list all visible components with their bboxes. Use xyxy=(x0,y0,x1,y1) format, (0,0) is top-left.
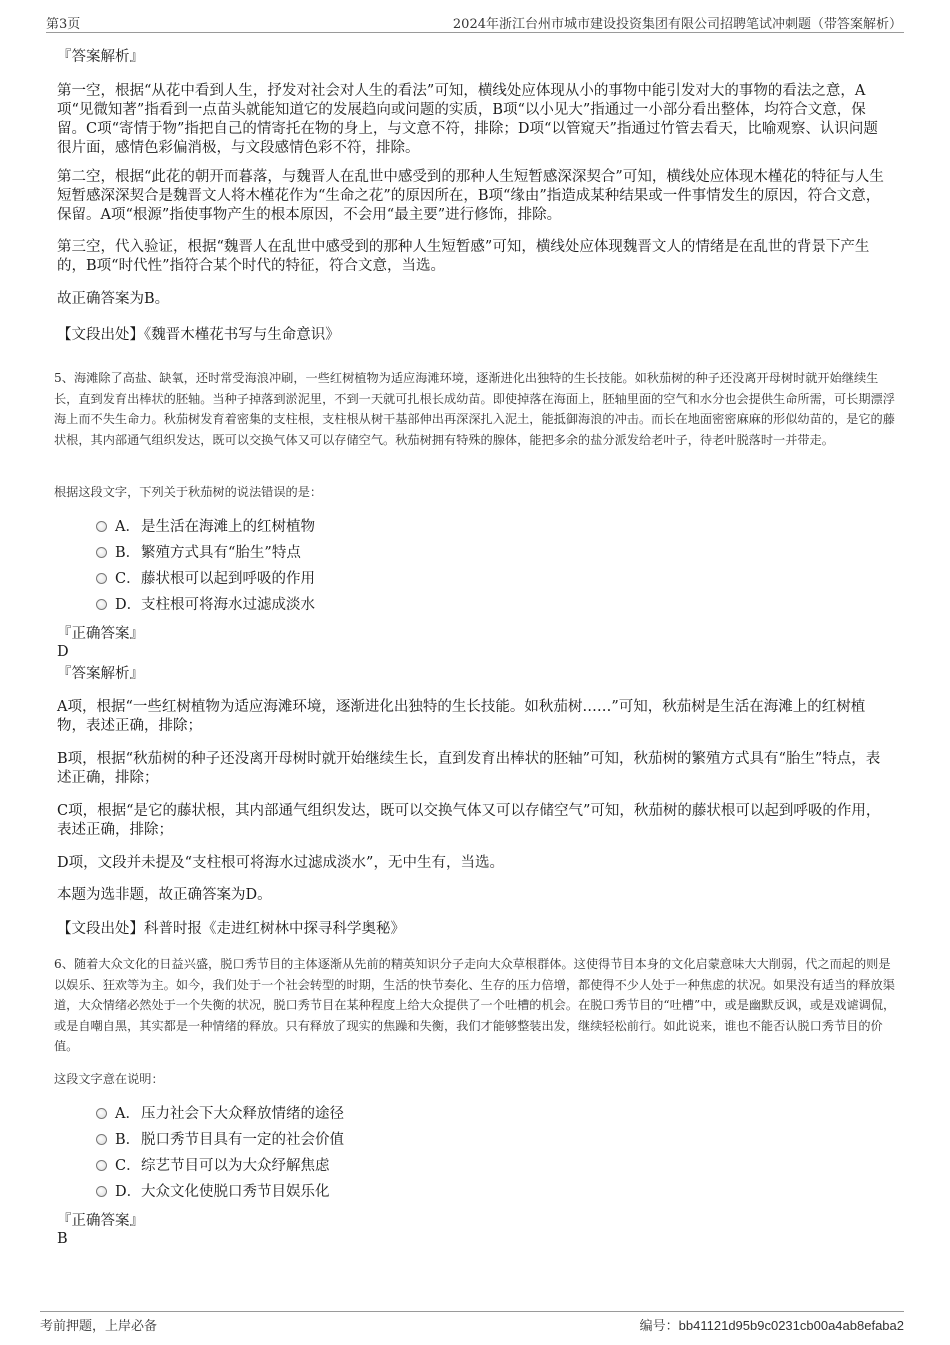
q6-answer: B xyxy=(57,1231,68,1247)
page-number: 第3页 xyxy=(46,17,81,32)
q5-answer: D xyxy=(57,644,69,660)
q4-source: 【文段出处】《魏晋木槿花书写与生命意识》 xyxy=(57,327,340,343)
q4-analysis-p2: 第二空，根据“此花的朝开而暮落，与魏晋人在乱世中感受到的那种人生短暂感深深契合”可知，横线处应体现木槿花的特征与人生短暂感深深契合是魏晋文人将木槿花作为“生命之花”的原因所在，B项“缘由”指造成某种结果或一件事情发生的原因，符合文意，保留。A项“根源”指使事物产生的根本原因，不会用“最主要”进行修饰，排除。 xyxy=(57,169,884,223)
option-text: 压力社会下大众释放情绪的途径 xyxy=(141,1106,344,1122)
q4-analysis-p3: 第三空，代入验证，根据“魏晋人在乱世中感受到的那种人生短暂感”可知，横线处应体现魏晋文人的情绪是在乱世的背景下产生的，B项“时代性”指符合某个时代的特征，符合文意，当选。 xyxy=(57,239,870,274)
document-title: 2024年浙江台州市城市建设投资集团有限公司招聘笔试冲刺题（带答案解析） xyxy=(452,17,902,32)
q6-option-a[interactable] xyxy=(96,1104,344,1124)
q6-answer-label: 『正确答案』 xyxy=(57,1213,144,1229)
radio-icon[interactable] xyxy=(96,573,107,584)
radio-icon[interactable] xyxy=(96,521,107,532)
option-text: 综艺节目可以为大众纾解焦虑 xyxy=(141,1158,330,1174)
q5-analysis-label: 『答案解析』 xyxy=(57,666,144,682)
option-text: 繁殖方式具有“胎生”特点 xyxy=(141,545,301,561)
radio-icon[interactable] xyxy=(96,1108,107,1119)
q4-analysis-p1: 第一空，根据“从花中看到人生，抒发对社会对人生的看法”可知，横线处应体现从小的事物中能引发对大的事物的看法之意，A项“见微知著”指看到一点苗头就能知道它的发展趋向或问题的实质，B项“以小见大”指通过一小部分看出整体，均符合文意，保留。C项“寄情于物”指把自己的情寄托在物的身上，与文意不符，排除；D项“以管窥天”指通过竹管去看天，比喻观察、认识问题很片面，感情色彩偏消极，与文段感情色彩不符，排除。 xyxy=(57,83,878,156)
radio-icon[interactable] xyxy=(96,599,107,610)
option-letter: B． xyxy=(115,1132,141,1148)
code-label: 编号： xyxy=(639,1319,679,1334)
radio-icon[interactable] xyxy=(96,547,107,558)
q6-option-d[interactable] xyxy=(96,1182,330,1202)
document-code xyxy=(640,1315,904,1334)
q5-question: 根据这段文字，下列关于秋茄树的说法错误的是： xyxy=(54,485,323,499)
option-letter: A． xyxy=(115,1106,140,1122)
q5-answer-label: 『正确答案』 xyxy=(57,626,144,642)
q5-analysis-c: C项，根据“是它的藤状根，其内部通气组织发达，既可以交换气体又可以存储空气”可知，秋茄树的藤状根可以起到呼吸的作用，表述正确，排除； xyxy=(57,803,881,838)
q6-passage: 6、随着大众文化的日益兴盛，脱口秀节目的主体逐渐从先前的精英知识分子走向大众草根群体。这使得节目本身的文化启蒙意味大大削弱，代之而起的则是以娱乐、狂欢等为主。如今，我们处于一个社会转型的时期，生活的快节奏化、生存的压力倍增，都使得不少人处于一种焦虑的状况。如果没有适当的释放渠道，大众情绪必然处于一个失衡的状况，脱口秀节目在某种程度上给大众提供了一个吐槽的机会。在脱口秀节目的“吐槽”中，或是幽默反讽，或是戏谑调侃，或是自嘲自黑，其实都是一种情绪的释放。只有释放了现实的焦躁和失衡，我们才能够整装出发，继续轻松前行。如此说来，谁也不能否认脱口秀节目的价值。 xyxy=(54,957,896,1053)
option-text: 藤状根可以起到呼吸的作用 xyxy=(141,571,315,587)
option-letter: D． xyxy=(115,1184,142,1200)
footer-slogan: 考前押题，上岸必备 xyxy=(40,1319,158,1334)
option-letter: C． xyxy=(115,1158,141,1174)
q5-option-c[interactable] xyxy=(96,569,315,589)
option-text: 大众文化使脱口秀节目娱乐化 xyxy=(141,1184,330,1200)
option-text: 支柱根可将海水过滤成淡水 xyxy=(141,597,315,613)
radio-icon[interactable] xyxy=(96,1160,107,1171)
q6-option-b[interactable] xyxy=(96,1130,344,1150)
q5-analysis-d: D项，文段并未提及“支柱根可将海水过滤成淡水”，无中生有，当选。 xyxy=(57,855,504,871)
q5-analysis-a: A项，根据“一些红树植物为适应海滩环境，逐渐进化出独特的生长技能。如秋茄树……”可知，秋茄树是生活在海滩上的红树植物，表述正确，排除； xyxy=(57,699,866,734)
q5-option-a[interactable] xyxy=(96,517,315,537)
q5-option-d[interactable] xyxy=(96,595,315,615)
q5-conclusion: 本题为选非题，故正确答案为D。 xyxy=(57,887,272,903)
option-text: 是生活在海滩上的红树植物 xyxy=(141,519,315,535)
q4-analysis-label: 『答案解析』 xyxy=(57,49,144,65)
option-text: 脱口秀节目具有一定的社会价值 xyxy=(141,1132,344,1148)
radio-icon[interactable] xyxy=(96,1186,107,1197)
option-letter: D． xyxy=(115,597,142,613)
q5-source: 【文段出处】科普时报《走进红树林中探寻科学奥秘》 xyxy=(57,921,405,937)
q6-question: 这段文字意在说明： xyxy=(54,1072,164,1086)
page-header xyxy=(46,12,904,33)
radio-icon[interactable] xyxy=(96,1134,107,1145)
q5-option-b[interactable] xyxy=(96,543,301,563)
option-letter: A． xyxy=(115,519,140,535)
q5-analysis-b: B项，根据“秋茄树的种子还没离开母树时就开始继续生长，直到发育出棒状的胚轴”可知，秋茄树的繁殖方式具有“胎生”特点，表述正确，排除； xyxy=(57,751,881,786)
option-letter: B． xyxy=(115,545,141,561)
code-value: bb41121d95b9c0231cb00a4ab8efaba2 xyxy=(678,1318,904,1333)
q5-passage: 5、海滩除了高盐、缺氧，还时常受海浪冲刷，一些红树植物为适应海滩环境，逐渐进化出独特的生长技能。如秋茄树的种子还没离开母树时就开始继续生长，直到发育出棒状的胚轴。当种子掉落到淤泥里，不到一天就可扎根长成幼苗。即使掉落在海面上，胚轴里面的空气和水分也会提供生命所需，可长期漂浮海上而不失生命力。秋茄树发育着密集的支柱根，支柱根从树干基部伸出再深深扎入泥土，能抵御海浪的冲击。而长在地面密密麻麻的形似幼苗的，是它的藤状根，其内部通气组织发达，既可以交换气体又可以存储空气。秋茄树拥有特殊的腺体，能把多余的盐分派发给老叶子，待老叶脱落时一并带走。 xyxy=(54,371,895,447)
option-letter: C． xyxy=(115,571,141,587)
q4-conclusion: 故正确答案为B。 xyxy=(57,291,170,307)
q6-option-c[interactable] xyxy=(96,1156,330,1176)
page-footer xyxy=(40,1311,904,1334)
